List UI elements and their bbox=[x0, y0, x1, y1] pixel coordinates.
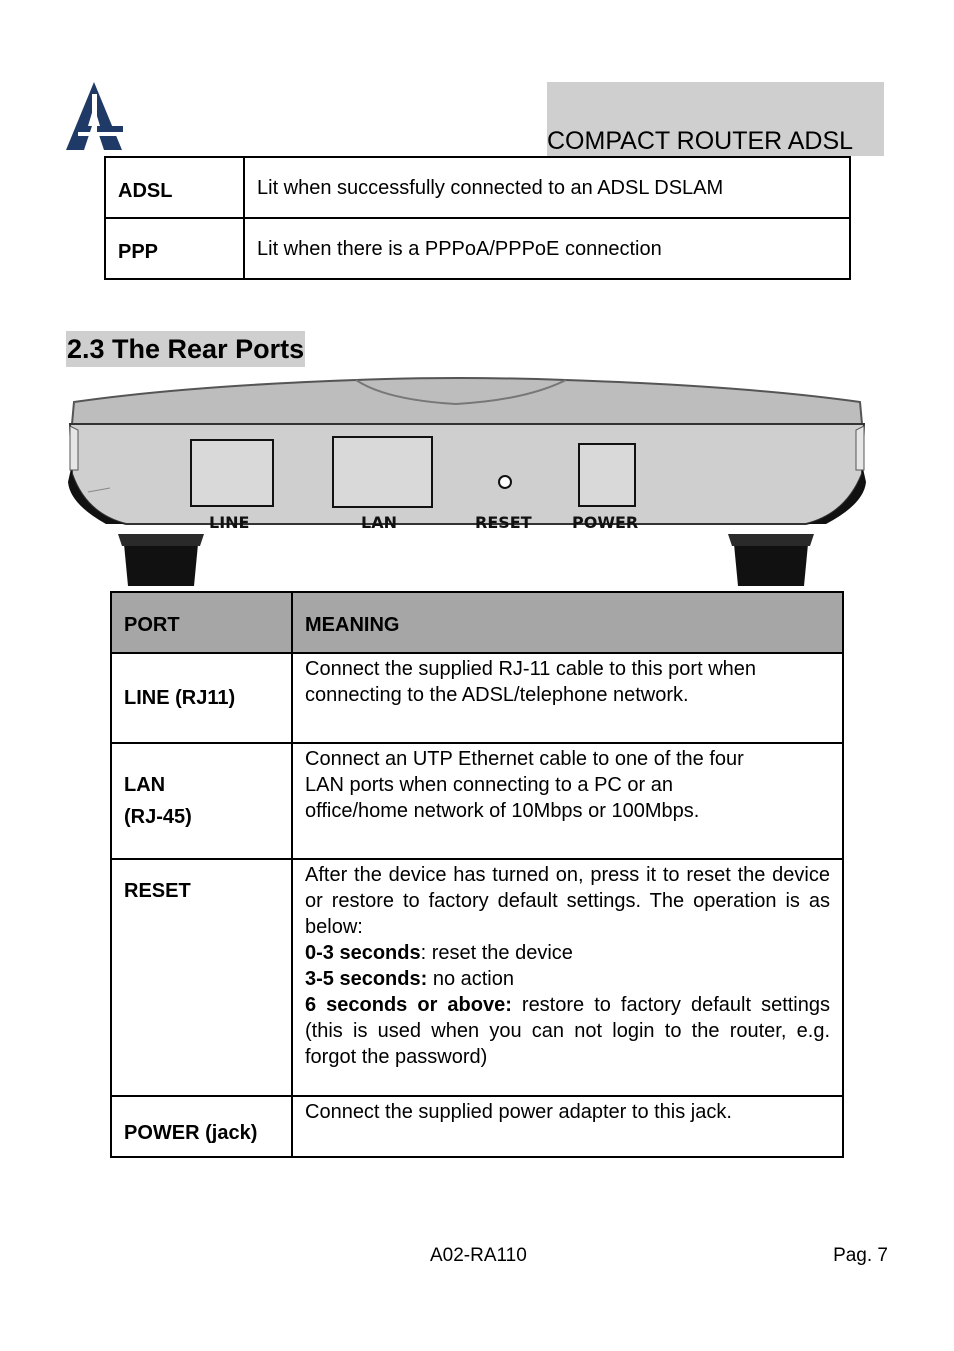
router-label-reset: RESET bbox=[475, 513, 532, 532]
led-description: Lit when there is a PPPoA/PPPoE connection bbox=[244, 218, 850, 279]
reset-option-text: no action bbox=[427, 968, 514, 990]
port-name: POWER (jack) bbox=[111, 1096, 292, 1157]
table-header-row bbox=[111, 592, 843, 653]
reset-option-label: 0-3 seconds bbox=[305, 942, 421, 964]
led-name: ADSL bbox=[105, 157, 244, 218]
reset-intro: After the device has turned on, press it to reset the device or restore to factory default settings. The operation is as below: bbox=[305, 864, 830, 938]
port-meaning bbox=[292, 859, 843, 1096]
table-row bbox=[105, 218, 850, 279]
table-row bbox=[111, 859, 843, 1096]
led-name: PPP bbox=[105, 218, 244, 279]
table-row bbox=[111, 1096, 843, 1157]
router-label-line: LINE bbox=[209, 513, 250, 532]
led-table bbox=[104, 156, 851, 280]
page-number: Pag. 7 bbox=[833, 1245, 888, 1266]
port-name: LINE (RJ11) bbox=[111, 653, 292, 743]
reset-option bbox=[305, 992, 830, 1070]
reset-option-text: restore to factory default settings (this is used when you can not login to the router, e.g. forgot the password) bbox=[305, 994, 830, 1068]
column-header-meaning: MEANING bbox=[292, 592, 843, 653]
table-row bbox=[111, 653, 843, 743]
port-name: RESET bbox=[111, 859, 292, 1096]
led-description: Lit when successfully connected to an ADSL DSLAM bbox=[244, 157, 850, 218]
table-row bbox=[105, 157, 850, 218]
router-label-power: POWER bbox=[572, 513, 639, 532]
header-title: COMPACT ROUTER ADSL bbox=[547, 127, 854, 155]
meaning-line: LAN ports when connecting to a PC or an bbox=[305, 774, 673, 796]
ports-table bbox=[110, 591, 844, 1158]
reset-option-label: 3-5 seconds: bbox=[305, 968, 428, 990]
reset-option bbox=[305, 940, 830, 966]
reset-option-text: : reset the device bbox=[420, 942, 573, 964]
column-header-port: PORT bbox=[111, 592, 292, 653]
router-rear-illustration bbox=[66, 374, 866, 592]
company-logo-icon bbox=[64, 80, 126, 152]
meaning-line: Connect an UTP Ethernet cable to one of the four bbox=[305, 748, 744, 770]
port-meaning bbox=[292, 743, 843, 859]
router-label-lan: LAN bbox=[361, 513, 397, 532]
document-code: A02-RA110 bbox=[430, 1245, 527, 1266]
meaning-line: office/home network of 10Mbps or 100Mbps. bbox=[305, 800, 700, 822]
port-meaning: Connect the supplied RJ-11 cable to this port when connecting to the ADSL/telephone network. bbox=[292, 653, 843, 743]
section-heading: 2.3 The Rear Ports bbox=[66, 331, 305, 367]
port-name-line: LAN bbox=[124, 774, 166, 796]
reset-option bbox=[305, 966, 830, 992]
port-name-line: (RJ-45) bbox=[124, 806, 192, 828]
port-name bbox=[111, 743, 292, 859]
port-meaning: Connect the supplied power adapter to this jack. bbox=[292, 1096, 843, 1157]
reset-option-label: 6 seconds or above: bbox=[305, 994, 512, 1016]
table-row bbox=[111, 743, 843, 859]
